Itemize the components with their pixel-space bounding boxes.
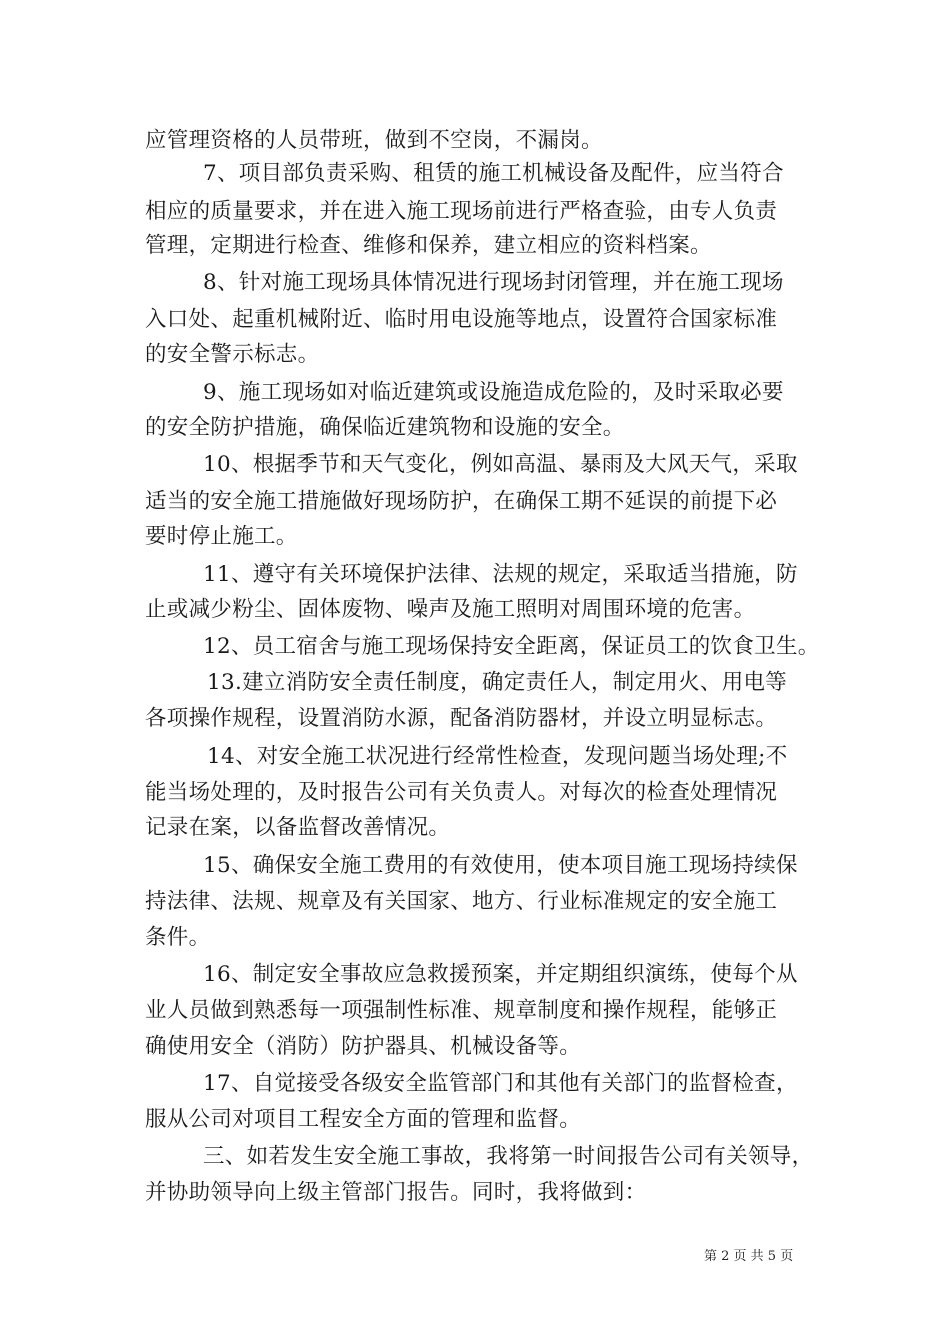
- text-line: 条件。: [145, 925, 211, 950]
- text-line: 并协助领导向上级主管部门报告。同时，我将做到：: [145, 1180, 647, 1205]
- text-line: 入口处、起重机械附近、临时用电设施等地点，设置符合国家标准: [145, 307, 778, 332]
- text-line: 持法律、法规、规章及有关国家、地方、行业标准规定的安全施工: [145, 889, 778, 914]
- text-line: 各项操作规程，设置消防水源，配备消防器材，并设立明显标志。: [145, 706, 778, 731]
- text-line: 11、遵守有关环境保护法律、法规的规定，采取适当措施，防: [203, 562, 798, 587]
- text-line: 15、确保安全施工费用的有效使用，使本项目施工现场持续保: [203, 853, 798, 878]
- text-line: 相应的质量要求，并在进入施工现场前进行严格查验，由专人负责: [145, 199, 778, 224]
- text-line: 记录在案，以备监督改善情况。: [145, 815, 451, 840]
- text-line: 17、自觉接受各级安全监管部门和其他有关部门的监督检查，: [203, 1071, 798, 1096]
- text-line: 9、施工现场如对临近建筑或设施造成危险的，及时采取必要: [203, 380, 784, 405]
- text-line: 能当场处理的，及时报告公司有关负责人。对每次的检查处理情况: [145, 780, 778, 805]
- text-line: 12、员工宿舍与施工现场保持安全距离，保证员工的饮食卫生。: [203, 634, 820, 659]
- text-line: 14、对安全施工状况进行经常性检查，发现问题当场处理;不: [207, 744, 788, 769]
- text-line: 16、制定安全事故应急救援预案，并定期组织演练，使每个从: [203, 962, 798, 987]
- text-line: 三、如若发生安全施工事故，我将第一时间报告公司有关领导，: [203, 1144, 814, 1169]
- text-line: 确使用安全（消防）防护器具、机械设备等。: [145, 1034, 582, 1059]
- text-line: 8、针对施工现场具体情况进行现场封闭管理，并在施工现场: [203, 270, 784, 295]
- text-line: 13.建立消防安全责任制度，确定责任人，制定用火、用电等: [207, 670, 788, 695]
- text-line: 服从公司对项目工程安全方面的管理和监督。: [145, 1107, 582, 1132]
- text-line: 适当的安全施工措施做好现场防护，在确保工期不延误的前提下必: [145, 489, 778, 514]
- text-line: 的安全警示标志。: [145, 342, 320, 367]
- text-line: 业人员做到熟悉每一项强制性标准、规章制度和操作规程，能够正: [145, 998, 778, 1023]
- text-line: 7、项目部负责采购、租赁的施工机械设备及配件，应当符合: [203, 161, 784, 186]
- text-line: 10、根据季节和天气变化，例如高温、暴雨及大风天气，采取: [203, 452, 798, 477]
- text-line: 要时停止施工。: [145, 524, 298, 549]
- text-line: 的安全防护措施，确保临近建筑物和设施的安全。: [145, 415, 625, 440]
- text-line: 管理，定期进行检查、维修和保养，建立相应的资料档案。: [145, 233, 712, 258]
- page-number: 第 2 页 共 5 页: [704, 1249, 794, 1264]
- text-line: 止或减少粉尘、固体废物、噪声及施工照明对周围环境的危害。: [145, 597, 756, 622]
- text-line: 应管理资格的人员带班，做到不空岗，不漏岗。: [145, 128, 603, 153]
